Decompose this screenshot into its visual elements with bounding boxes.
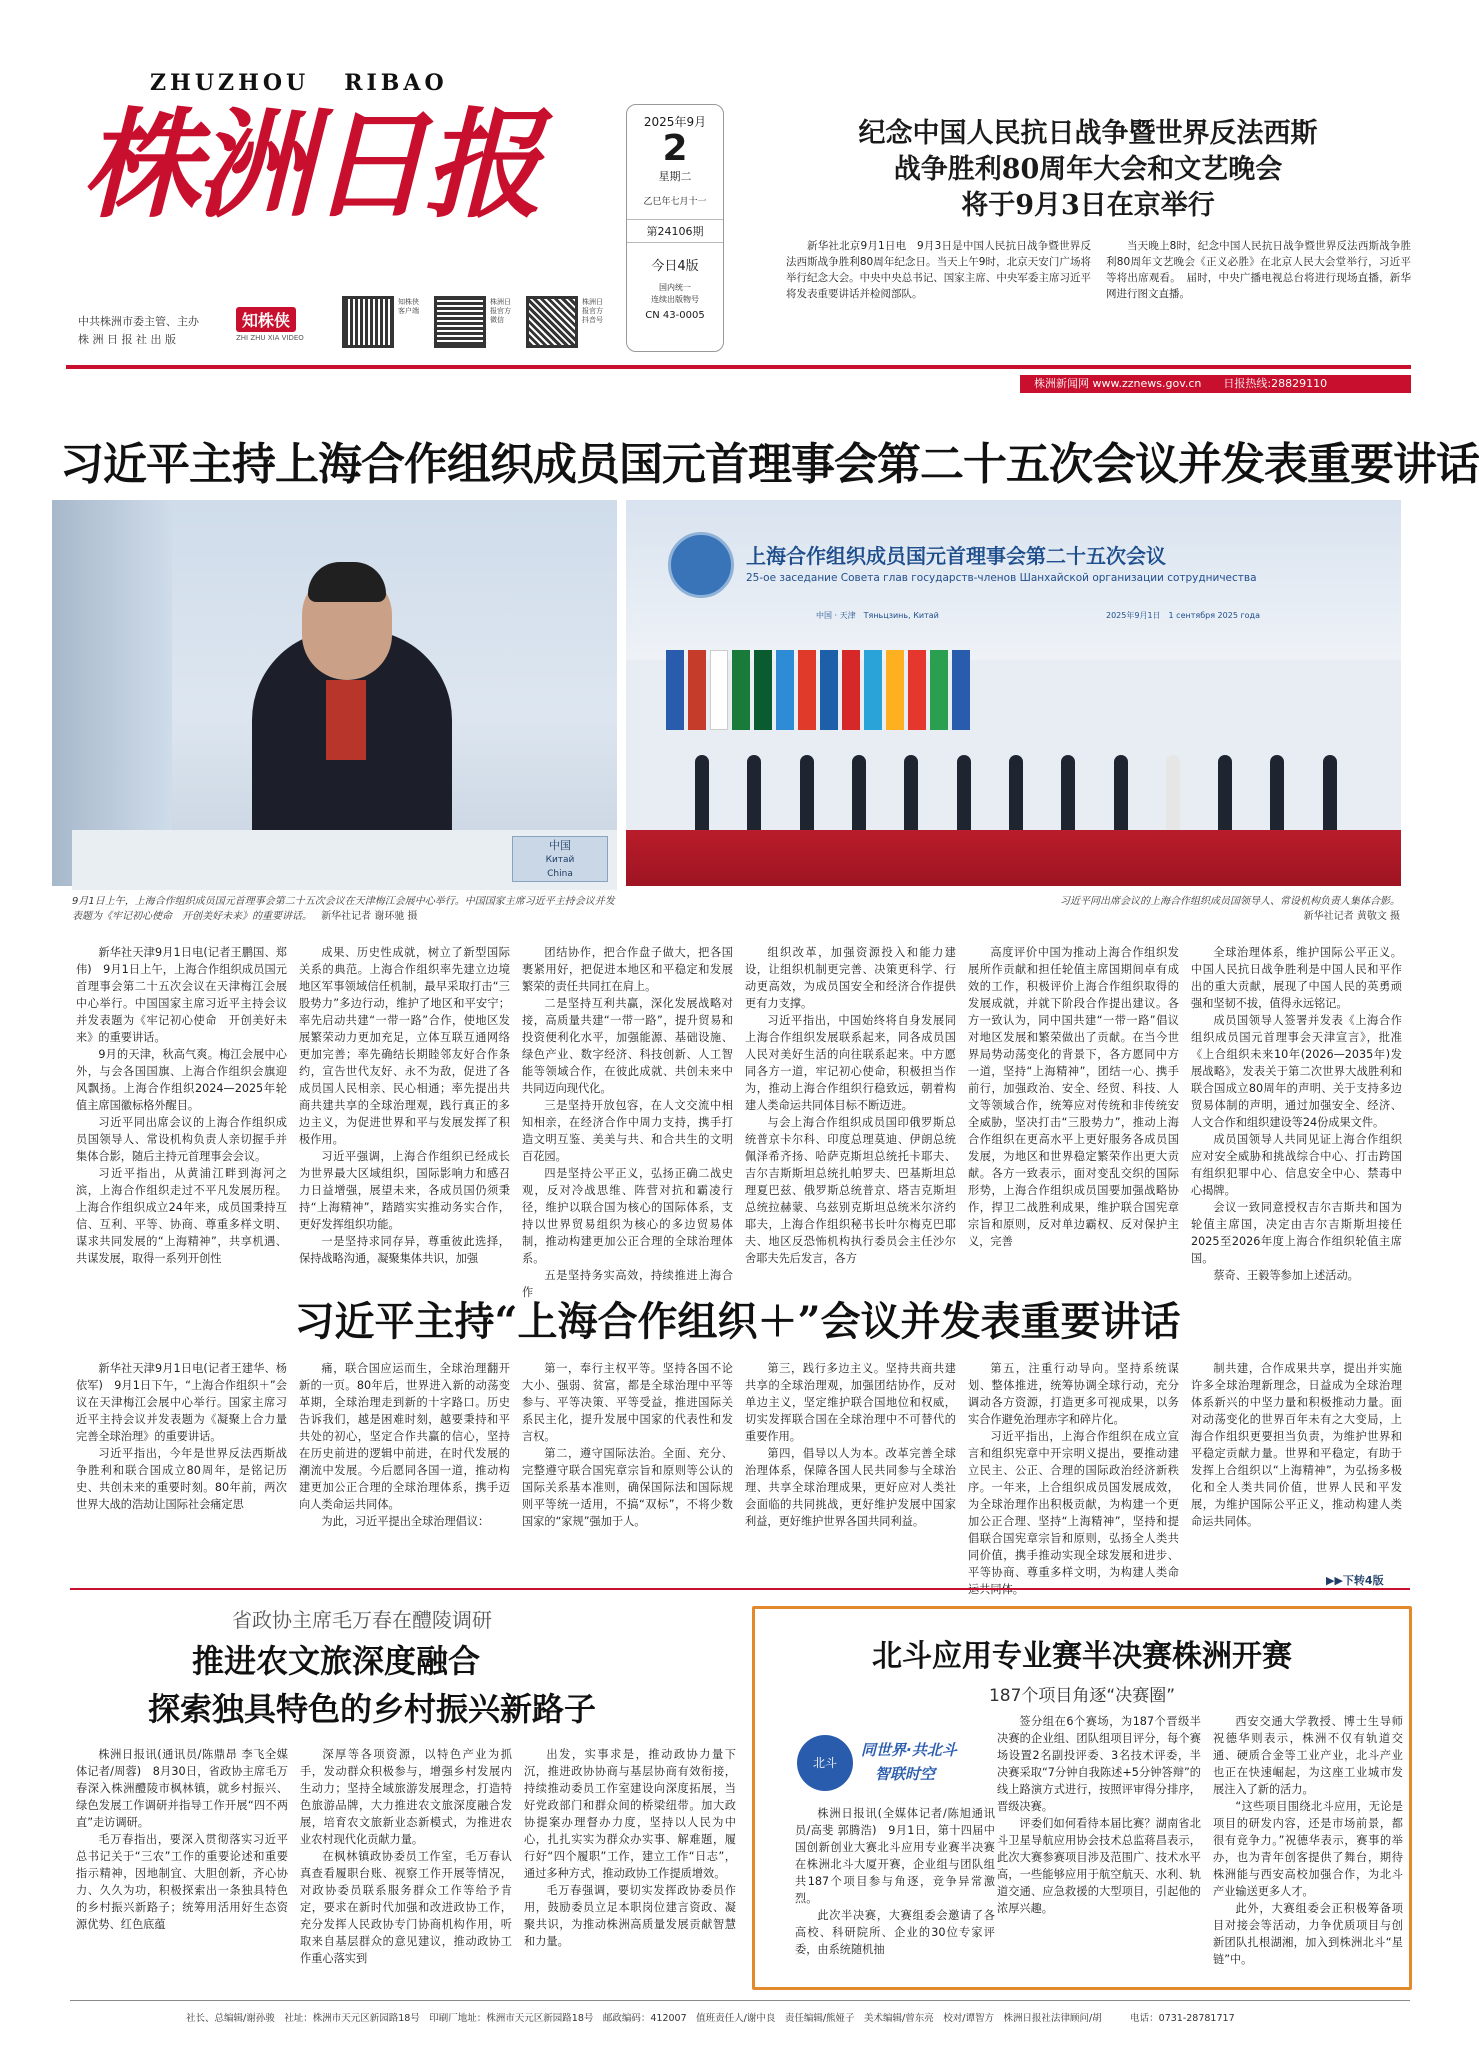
nameplate-cn: 中国 [549,839,571,852]
nameplate-en: China [547,869,573,879]
second-headline: 习近平主持“上海合作组织＋”会议并发表重要讲话 [294,1298,1181,1345]
qr-label: 知株侠客户端 [398,298,419,315]
fourth-col-2 [997,1713,1201,1985]
paragraph: “这些项目围绕北斗应用，无论是项目的研发内容，还是市场前景，都很有竞争力。”祝德华表示，赛事的举办，也为青年创客提供了舞台，期待株洲能与西安高校加强合作，为北斗产业输送更多人才。 [1213,1800,1403,1898]
third-col-3 [524,1746,736,1986]
red-carpet [626,830,1401,886]
banner-title-ru: 25-ое заседание Совета глав государств-членов Шанхайской организации сотрудничества [746,572,1257,584]
paragraph: 株洲日报讯(通讯员/陈鼎昂 李飞全媒体记者/周蓉) 8月30日，省政协主席毛万春深入株洲醴陵市枫林镇，就乡村振兴、绿色发展工作调研并指导工作开展“四不两直”走访调研。 [76,1748,288,1829]
date-year: 2025年9月 [643,115,707,129]
third-col-2 [300,1746,512,1986]
page-count: 今日4版 [651,259,699,274]
lead-col-4 [745,944,956,1265]
paragraph: 此外，大赛组委会正积极筹备项目对接会等活动，力争优质项目与创新团队扎根湖湘，加入到株洲北斗“星链”中。 [1213,1902,1403,1966]
cn-number: CN 43-0005 [645,310,705,321]
publisher-text: 株 洲 日 报 社 出 版 [78,333,176,346]
paragraph: 在枫林镇政协委员工作室，毛万春认真查看履职台账、视察工作开展等情况，对政协委员联系服务群众工作等给予肯定，要求在新时代加强和改进政协工作，充分发挥人民政协专门协商机构作用，听取来自基层群众的意见建议，推动政协工作重心落实到 [300,1850,512,1965]
caption-right-credit: 新华社记者 黄敬文 摄 [1303,911,1400,922]
masthead [0,0,1475,375]
fourth-col-1 [795,1805,995,1958]
footer-info: 社长、总编辑/谢孙骏 社址：株洲市天元区新园路18号 印刷厂地址：株洲市天元区新园路18号 邮政编码：412007 值班责任人/谢中良 责任编辑/熊娅子 美术编辑/曾东亮 校对/谭智方 株洲日报社法律顾问/胡 电话：0731-28781717 [186,2013,1235,2024]
website-strip [1020,375,1411,393]
top-story-text-right: 当天晚上8时，纪念中国人民抗日战争暨世界反法西斯战争胜利80周年文艺晚会《正义必胜》在北京人民大会堂举行，习近平等将出席观看。 届时，中央广播电视总台将进行现场直播，新华网进行图文直播。 [1106,240,1411,300]
caption-left-text: 9月1日上午，上海合作组织成员国元首理事会第二十五次会议在天津梅江会展中心举行。中国国家主席习近平主持会议并发表题为《牢记初心使命 开创美好未来》的重要讲话。 [72,896,615,922]
app-sub: ZHI ZHU XIA VIDEO [236,334,304,342]
paragraph: 组织改革，加强资源投入和能力建设，让组织机制更完善、决策更科学、行动更高效，为成员国安全和经济合作提供更有力支撑。 [745,946,956,1010]
paragraph: 五是坚持务实高效，持续推进上海合作 [522,1269,733,1299]
paragraph: 新华社天津9月1日电(记者王建华、杨依军) 9月1日下午，“上海合作组织＋”会议在天津梅江会展中心举行。国家主席习近平主持会议并发表题为《凝聚上合力量 完善全球治理》的重要讲话。 [76,1362,299,1443]
lead-col-2 [299,944,510,1265]
paragraph: 成员国领导人签署并发表《上海合作组织成员国元首理事会天津宣言》，批准《上合组织未来10年(2026—2035年)发展战略》，发表关于第二次世界大战胜利和联合国成立80周年的声明、关于支持多边贸易体制的声明，通过加强安全、经济、人文合作和组织建设等24份成果文件。 [1191,1014,1402,1129]
paragraph: 毛万春指出，要深入贯彻落实习近平总书记关于“三农”工作的重要论述和重要指示精神，因地制宜、大胆创新，齐心协力、久久为功，积极探索出一条独具特色的乡村振兴新路子；统筹用活用好生态资源优势、红色底蕴 [76,1833,288,1931]
date-box [626,104,724,352]
paragraph: 9月的天津，秋高气爽。梅江会展中心外，与会各国国旗、上海合作组织会旗迎风飘扬。上海合作组织2024—2025年轮值主席国徽标格外醒目。 [76,1048,287,1112]
third-col-1 [76,1746,288,1986]
paragraph: 习近平指出，上海合作组织在成立宣言和组织宪章中开宗明义提出，要推动建立民主、公正、合理的国际政治经济新秩序。一年来，上合组织成员国发展成效，为全球治理作出积极贡献，为构建一个更加公正合理、坚持“上海精神”，坚持和提倡联合国宪章宗旨和原则，弘扬全人类共同价值，携手推动实现全球发展和进步、平等协商、尊重多样文明，为构建人类命 [968,1430,1179,1579]
paragraph: 出发，实事求是，推动政协力量下沉，推进政协协商与基层协商有效衔接，持续推动委员工作室建设向深度拓展，当好党政部门和群众间的桥梁纽带。加大政协提案办理督办力度，坚持以人民为中心，扎扎实实为群众办实事、解难题，履行好“四个履职”工作，建立工作“日志”，通过多种方式，推动政协工作提质增效。 [524,1748,736,1880]
caption-left-credit: 新华社记者 谢环驰 摄 [321,911,418,922]
sponsor-text: 中共株洲市委主管、主办 [78,315,199,328]
lead-body [76,944,1406,1299]
third-body [76,1746,736,1986]
masthead-rule [66,365,1411,369]
qr-code[interactable] [342,296,394,348]
qr-group [342,296,610,354]
paragraph: 此次半决赛，大赛组委会邀请了各高校、科研院所、企业的30位专家评委，由系统随机抽 [795,1909,995,1956]
second-col-4 [745,1360,956,1570]
beidou-badge: 北斗 [797,1735,853,1791]
paragraph: 痛，联合国应运而生，全球治理翻开新的一页。80年后，世界进入新的动荡变革期，全球治理走到新的十字路口。历史告诉我们，越是困难时刻，越要秉持和平共处的初心，坚定合作共赢的信心，坚持在历史前进的逻辑中前进，在时代发展的潮流中发展。今后愿同各国一道，推动构建更加公正合理的全球治理体系，携手迈向人类命运共同体。 [299,1362,510,1511]
paragraph: 全球治理体系，维护国际公平正义。中国人民抗日战争胜利是中国人民和平作出的重大贡献，展现了中国人民的英勇顽强和坚韧不拔，值得永远铭记。 [1191,946,1402,1010]
paragraph: 高度评价中国为推动上海合作组织发展所作贡献和担任轮值主席国期间卓有成效的工作，积极评价上海合作组织取得的发展成就，并就下阶段合作提出建议。各方一致认为，同中国共建“一带一路”倡议对地区发展和繁荣做出了贡献。在当今世界局势动荡变化的背景下，各方愿同中方一道，坚持“上海精神”，团结一心、携手前行，加强政治、安全、经贸、科技、人文等领域合作，统筹应对传统和非传统安全威胁，坚决打击“三股势力”，推动上海合作组织在更高水平上更好服务各成员国发展，为地区和世界稳定繁荣作出更大贡献。各方一致表示，面对变乱交织的国际形势，上海合作组织成员国要加强战略协作，捍卫二战胜利成果，维护联合国宪章宗旨和原则，反对单边霸权、反对保护主义，完善 [968,946,1179,1248]
paragraph: 蔡奇、王毅等参加上述活动。 [1213,1269,1359,1282]
third-kicker: 省政协主席毛万春在醴陵调研 [232,1608,492,1632]
fourth-col-3 [1213,1713,1403,1985]
fourth-box [752,1606,1412,1990]
paragraph: 深厚等各项资源，以特色产业为抓手，发动群众积极参与，增强乡村发展内生动力；坚持全域旅游发展理念，打造特色旅游品牌，大力推进农文旅深度融合发展，培育农文旅新业态新模式，为推进农业农村现代化贡献力量。 [300,1748,512,1846]
lead-col-6 [1191,944,1402,1282]
paragraph: 第一，奉行主权平等。坚持各国不论大小、强弱、贫富，都是全球治理中平等参与、平等决策、平等受益，推进国际关系民主化，提升发展中国家的代表性和发言权。 [522,1362,733,1443]
second-col-5 [968,1360,1179,1579]
paragraph: 团结协作，把合作盘子做大，把各国裹紧用好，把促进本地区和平稳定和发展繁荣的责任共同扛在肩上。 [522,946,733,993]
paragraph: 西安交通大学教授、博士生导师祝德华则表示，株洲不仅有轨道交通、硬质合金等工业产业，北斗产业也正在快速崛起，为这座工业城市发展注入了新的活力。 [1213,1715,1403,1796]
paragraph: 制共建，合作成果共享，提出并实施许多全球治理新理念，日益成为全球治理体系新兴的中坚力量和积极推动力量。面对动荡变化的世界百年未有之大变局，上海合作组织更要担当负责，为维护世界和平稳定贡献力量。世界和平稳定，有助于发挥上合组织以“上海精神”，为弘扬多极化和全人类共同价值，世界人民和平发展，为维护国际公平正义，推动构建人类命运共同体。 [1191,1362,1402,1528]
continued-note[interactable]: ▶▶下转4版 [1326,1574,1384,1587]
cn-label: 国内统一 连续出版物号 [651,283,699,304]
lead-headline: 习近平主持上海合作组织成员国元首理事会第二十五次会议并发表重要讲话 [60,439,1479,490]
footer-rule [70,2000,1410,2001]
photo-group-leaders [626,500,1401,886]
top-story-text-left: 新华社北京9月1日电 9月3日是中国人民抗日战争暨世界反法西斯战争胜利80周年纪念日。当天上午9时，北京天安门广场将举行纪念大会。中央中央总书记、国家主席、中央军委主席习近平将发表重要讲话并检阅部队。 [786,240,1091,300]
caption-right [960,894,1400,924]
section-divider [70,1588,1410,1590]
paragraph: 三是坚持开放包容，在人文交流中相知相亲，在经济合作中周力支持，携手打造文明互鉴、美美与共、和合共生的文明百花园。 [522,1099,733,1163]
qr-code[interactable] [526,296,578,348]
paragraph: 二是坚持互利共赢，深化发展战略对接，高质量共建“一带一路”，提升贸易和投资便利化水平，加强能源、基础设施、绿色产业、数字经济、科技创新、人工智能等领域合作，在彼此成就、共创未来中共同迈向现代化。 [522,997,733,1095]
paragraph: 与会上海合作组织成员国印俄罗斯总统普京卡尔科、印度总理莫迪、伊朗总统佩泽希齐扬、哈萨克斯坦总统托卡耶夫、吉尔吉斯斯坦总统扎帕罗夫、巴基斯坦总理夏巴兹、俄罗斯总统普京、塔吉克斯坦总统拉赫蒙、乌兹别克斯坦总统米尔济约耶夫，上海合作组织秘书长叶尔梅克巴耶夫、地区反恐怖机构执行委员会主任沙尔舍耶夫先后发言，各方 [745,1116,956,1265]
lead-col-1 [76,944,287,1265]
weekday: 星期二 [658,170,692,183]
hotline: 日报热线:28829110 [1223,377,1328,390]
nameplate [512,836,608,882]
caption-right-text: 习近平同出席会议的上海合作组织成员国领导人、常设机构负责人集体合影。 [1060,896,1400,907]
paragraph: 第三，践行多边主义。坚持共商共建共享的全球治理观，加强团结协作，反对单边主义，坚定维护联合国地位和权威，切实发挥联合国在全球治理中不可替代的重要作用。 [745,1362,956,1443]
paragraph: 会议一致同意授权吉尔吉斯共和国为轮值主席国，决定由吉尔吉斯斯坦接任2025至2026年度上海合作组织轮值主席国。 [1191,1201,1402,1265]
second-col-6 [1191,1360,1402,1570]
paragraph: 习近平强调，上海合作组织已经成长为世界最大区域组织，国际影响力和感召力日益增强，展望未来，各成员国仍须秉持“上海精神”，踏踏实实推动务实合作，更好发挥组织功能。 [299,1150,510,1231]
top-story [748,116,1428,356]
paragraph: 习近平同出席会议的上海合作组织成员国领导人、常设机构负责人亲切握手并集体合影，随后主持元首理事会会议。 [76,1116,287,1163]
app-logo[interactable] [236,307,328,347]
paragraph: 习近平指出，从黄浦江畔到海河之滨，上海合作组织走过不平凡发展历程。上海合作组织成立24年来，成员国秉持互信、互利、平等、协商、尊重多样文明、谋求共同发展的“上海精神”，共享机遇、共谋发展，取得一系列开创性 [76,1167,287,1265]
paragraph: 四是坚持公平正义，弘扬正确二战史观，反对冷战思维、阵营对抗和霸凌行径，维护以联合国为核心的国际体系，支持以世界贸易组织为核心的多边贸易体制，推动构建更加公正合理的全球治理体系。 [522,1167,733,1265]
masthead-title: 株洲日报 [82,95,539,234]
paragraph: 习近平指出，中国始终将自身发展同上海合作组织发展联系起来，同各成员国人民对美好生活的向往联系起来。中方愿同各方一道，牢记初心使命，积极担当作为，推动上海合作组织行稳致远，朝着构建人类命运共同体目标不断迈进。 [745,1014,956,1112]
photo-xi-speech [72,500,617,886]
flag-row [626,640,1401,730]
caption-left [72,894,617,924]
second-col-3 [522,1360,733,1570]
paragraph: 株洲日报讯(全媒体记者/陈旭通讯员/高斐 郭腾浩) 9月1日，第十四届中国创新创业大赛北斗应用专业赛半决赛在株洲北斗大厦开赛，企业组与团队组共187个项目参与角逐，竞争异常激烈。 [795,1807,995,1905]
paragraph: 评委们如何看待本届比赛？湖南省北斗卫星导航应用协会技术总监蒋昌表示，此次大赛参赛项目涉及范围广、技术水平高，一些能够应用于航空航天、水利、轨道交通、应急救援的大型项目，引起他的浓厚兴趣。 [997,1817,1201,1915]
paragraph: 新华社天津9月1日电(记者王鹏国、郑伟) 9月1日上午，上海合作组织成员国元首理事会第二十五次会议在天津梅江会展中心举行。中国国家主席习近平主持会议并发表题为《牢记初心使命 开创美好未来》的重要讲话。 [76,946,287,1044]
sco-emblem [668,532,734,598]
qr-label: 株洲日报官方微信 [490,298,511,324]
lunar-date: 乙巳年七月十一 [643,197,707,207]
banner-title-cn: 上海合作组织成员国元首理事会第二十五次会议 [746,544,1166,568]
paragraph: 毛万春强调，要切实发挥政协委员作用，鼓励委员立足本职岗位建言资政、凝聚共识，为推动株洲高质量发展贡献智慧和力量。 [524,1884,736,1948]
paragraph: 成果、历史性成就，树立了新型国际关系的典范。上海合作组织率先建立边境地区军事领域信任机制，最早采取打击“三股势力”多边行动，维护了地区和平安宁；率先启动共建“一带一路”合作，使地区发展繁荣动力更加充足，立体互联互通网络更加完善；率先确结长期睦邻友好合作条约，宣告世代友好、永不为敌，促进了各成员国人民相亲、民心相通；率先提出共商共建共享的全球治理观，践行真正的多边主义，为促进世界和平与发展发挥了积极作用。 [299,946,510,1146]
paragraph: 成员国领导人共同见证上海合作组织应对安全威胁和挑战综合中心、打击跨国有组织犯罪中心、信息安全中心、禁毒中心揭牌。 [1191,1133,1402,1197]
website-link[interactable]: 株洲新闻网 www.zznews.gov.cn [1034,377,1202,390]
beidou-logo [797,1729,997,1799]
date-day: 2 [662,128,688,169]
paragraph: 为此，习近平提出全球治理倡议： [321,1515,490,1528]
qr-label: 株洲日报官方抖音号 [582,298,603,324]
fourth-sub: 187个项目角逐“决赛圈” [988,1686,1176,1706]
lead-col-5 [968,944,1179,1254]
paragraph: 第五，注重行动导向。坚持系统谋划、整体推进，统筹协调全球行动，充分调动各方资源，打造更多可视成果，以务实合作避免治理赤字和碎片化。 [968,1362,1179,1426]
masthead-pinyin: ZHUZHOU RIBAO [150,70,448,96]
banner-place: 中国 · 天津 Тяньцзинь, Китай [816,611,939,620]
beidou-slogan-2: 智联时空 [875,1765,936,1783]
qr-code[interactable] [434,296,486,348]
app-name: 知株侠 [236,307,296,332]
banner-date: 2025年9月1日 1 сентября 2025 года [1106,611,1260,620]
second-body [76,1360,1406,1579]
paragraph: 签分组在6个赛场，为187个晋级半决赛的企业组、团队组项目评分，每个赛场设置2名副投评委、3名技术评委，半决赛采取“7分钟自我陈述+5分钟答辩”的线上路演方式进行，按照评审得分排序，晋级决赛。 [997,1715,1201,1813]
second-col-1 [76,1360,299,1570]
beidou-slogan-1: 同世界·共北斗 [861,1741,957,1759]
third-headline-2: 探索独具特色的乡村振兴新路子 [148,1690,597,1728]
top-story-headline-2: 战争胜利80周年大会和文艺晚会 [893,154,1283,185]
top-story-headline-1: 纪念中国人民抗日战争暨世界反法西斯 [858,118,1318,149]
issue-number: 第24106期 [627,219,723,243]
paragraph: 一是坚持求同存异，尊重彼此选择，保持战略沟通，凝聚集体共识，加强 [299,1235,510,1265]
paragraph: 第二，遵守国际法治。全面、充分、完整遵守联合国宪章宗旨和原则等公认的国际关系基本准则，确保国际法和国际规则平等统一适用，不搞“双标”，不将少数国家的“家规”强加于人。 [522,1447,733,1528]
fourth-headline: 北斗应用专业赛半决赛株洲开赛 [872,1639,1292,1674]
top-story-headline-3: 将于9月3日在京举行 [961,190,1215,221]
paragraph: 第四，倡导以人为本。改革完善全球治理体系，保障各国人民共同参与全球治理、共享全球治理成果，更好应对人类社会面临的共同挑战，更好维护发展中国家利益，更好维护世界各国共同利益。 [745,1447,956,1528]
nameplate-ru: Китай [545,855,575,865]
second-col-2 [299,1360,510,1570]
lead-col-3 [522,944,733,1299]
third-headline-1: 推进农文旅深度融合 [192,1642,481,1680]
paragraph: 习近平指出，今年是世界反法西斯战争胜利和联合国成立80周年，是铭记历史、共创未来的重要时刻。80年前，两次世界大战的浩劫让国际社会痛定思 [76,1447,287,1511]
